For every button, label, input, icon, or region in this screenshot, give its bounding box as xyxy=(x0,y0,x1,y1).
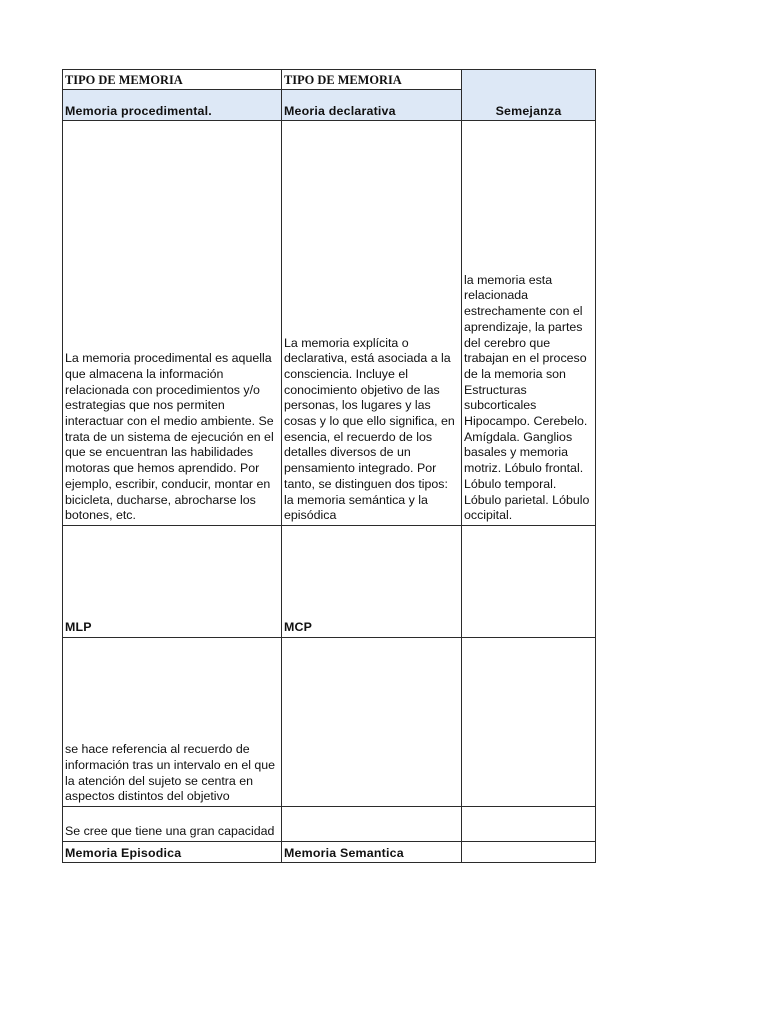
cell-tipo-memoria-2[interactable]: TIPO DE MEMORIA xyxy=(282,70,462,90)
cell-empty-r5-c2[interactable] xyxy=(282,638,462,807)
cell-mlp-description[interactable]: se hace referencia al recuerdo de información tras un intervalo en el que la atención del sujeto se centra en aspectos distintos del objetivo xyxy=(63,638,282,807)
cell-capacidad[interactable]: Se cree que tiene una gran capacidad xyxy=(63,807,282,842)
description-row xyxy=(63,121,596,526)
cell-semejanza[interactable]: Semejanza xyxy=(462,70,596,121)
cell-empty-r5-c3[interactable] xyxy=(462,638,596,807)
cell-tipo-memoria-1[interactable]: TIPO DE MEMORIA xyxy=(63,70,282,90)
cell-procedimental-description[interactable]: La memoria procedimental es aquella que almacena la información relacionada con procedimientos y/o estrategias que nos permiten interactuar con el medio ambiente. Se trata de un sistema de ejecución en el que se encuentran las habilidades motoras que hemos aprendido. Por ejemplo, escribir, conducir, montar en bicicleta, ducharse, abrocharse los botones, etc. xyxy=(63,121,282,526)
cell-empty-r6-c2[interactable] xyxy=(282,807,462,842)
cell-declarativa-description[interactable]: La memoria explícita o declarativa, está asociada a la consciencia. Incluye el conocimiento objetivo de las personas, los lugares y las cosas y lo que ello significa, en esencia, el recuerdo de los detalles diversos de un pensamiento integrado. Por tanto, se distinguen dos tipos: la memoria semántica y la episódica xyxy=(282,121,462,526)
memoria-types-row xyxy=(63,842,596,863)
cell-mlp[interactable]: MLP xyxy=(63,526,282,638)
cell-memoria-procedimental[interactable]: Memoria procedimental. xyxy=(63,90,282,121)
cell-semejanza-description[interactable]: la memoria esta relacionada estrechamente con el aprendizaje, la partes del cerebro que trabajan en el proceso de la memoria son Estructuras subcorticales Hipocampo. Cerebelo. Amígdala. Ganglios basales y memoria motriz. Lóbulo frontal. Lóbulo temporal. Lóbulo parietal. Lóbulo occipital. xyxy=(462,121,596,526)
cell-empty-r6-c3[interactable] xyxy=(462,807,596,842)
cell-mcp[interactable]: MCP xyxy=(282,526,462,638)
memory-comparison-table xyxy=(62,69,596,863)
capacidad-row xyxy=(63,807,596,842)
cell-memoria-declarativa[interactable]: Meoria declarativa xyxy=(282,90,462,121)
header-row-1 xyxy=(63,70,596,90)
referencia-row xyxy=(63,638,596,807)
cell-empty-r4[interactable] xyxy=(462,526,596,638)
cell-empty-r7-c3[interactable] xyxy=(462,842,596,863)
cell-memoria-semantica[interactable]: Memoria Semantica xyxy=(282,842,462,863)
cell-memoria-episodica[interactable]: Memoria Episodica xyxy=(63,842,282,863)
mlp-mcp-row xyxy=(63,526,596,638)
